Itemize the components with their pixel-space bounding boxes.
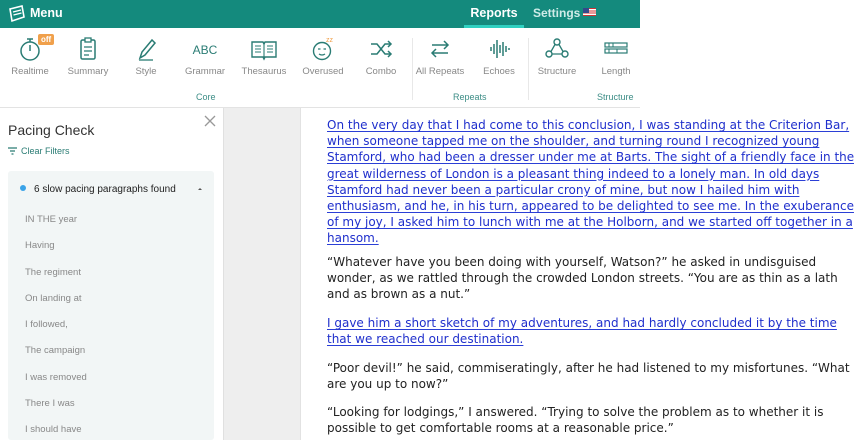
tab-settings[interactable] — [533, 6, 596, 20]
list-item[interactable]: I followed, — [25, 319, 68, 331]
pacing-paragraph-list — [25, 207, 87, 444]
text-line: that we reached our destination. — [327, 332, 524, 347]
repeat-arrows-icon — [425, 34, 455, 64]
top-bar — [0, 0, 640, 28]
document-page[interactable] — [300, 108, 854, 440]
pacing-sidebar — [0, 108, 224, 440]
combo-button[interactable] — [348, 34, 414, 77]
app-logo-icon[interactable] — [8, 5, 26, 23]
shuffle-icon — [366, 34, 396, 64]
text-line: Stamford had never been a particular crony of mine, but now I hailed him with — [327, 182, 800, 197]
text-line: “Looking for lodgings,” I answered. “Trying to solve the problem as to whether it is — [327, 405, 824, 419]
list-item[interactable]: I should have — [25, 424, 82, 436]
text-line: I gave him a short sketch of my adventures, and had hardly concluded it by the time — [327, 316, 837, 330]
tool-label: Realtime — [11, 66, 49, 77]
tool-label: Grammar — [184, 66, 226, 77]
tool-label: Thesaurus — [241, 66, 287, 77]
chevron-up-icon[interactable] — [196, 185, 204, 193]
tab-settings-label: Settings — [533, 6, 581, 20]
text-line: Stamford, who had been a dresser under me at Barts. The sight of a friendly face in the — [327, 150, 854, 165]
all-repeats-button[interactable] — [407, 34, 473, 77]
abc-check-icon — [190, 34, 220, 64]
paragraph[interactable] — [327, 254, 838, 303]
list-item[interactable]: The campaign — [25, 345, 86, 357]
style-button[interactable] — [113, 34, 179, 77]
overused-button[interactable] — [290, 34, 356, 77]
close-icon[interactable] — [203, 114, 217, 128]
text-line: great wilderness of London is a pleasant thing indeed to a lonely man. In old days — [327, 166, 820, 181]
text-line: “Poor devil!” he said, commiseratingly, after he had listened to my misfortunes. “What — [327, 361, 850, 375]
tool-label: All Repeats — [415, 66, 465, 77]
text-line: hansom. — [327, 231, 379, 246]
length-button[interactable] — [583, 34, 649, 77]
tab-reports[interactable]: Reports — [468, 0, 520, 28]
text-line: “Whatever have you been doing with yourself, Watson?” he asked in undisguised — [327, 255, 817, 269]
bar-lengths-icon — [601, 34, 631, 64]
sleepy-face-icon — [308, 34, 338, 64]
thesaurus-button[interactable] — [231, 34, 297, 77]
group-label-repeats: Repeats — [453, 92, 487, 102]
tool-label: Length — [601, 66, 631, 77]
list-item[interactable]: I was removed — [25, 371, 87, 383]
group-label-core: Core — [196, 92, 216, 102]
clipboard-icon — [73, 34, 103, 64]
menu-button[interactable]: Menu — [30, 6, 63, 20]
list-item[interactable]: Having — [25, 240, 55, 252]
tool-label: Combo — [365, 66, 397, 77]
text-line: and as brown as a nut.” — [327, 287, 471, 302]
filter-icon — [8, 147, 17, 155]
tool-label: Echoes — [483, 66, 515, 77]
text-line: when someone tapped me on the shoulder, and turning round I recognized young — [327, 134, 820, 149]
sound-wave-icon — [484, 34, 514, 64]
pacing-results-panel — [8, 171, 214, 440]
tool-label: Summary — [67, 66, 109, 77]
grammar-button[interactable] — [172, 34, 238, 77]
pen-icon — [131, 34, 161, 64]
tool-label: Overused — [302, 66, 344, 77]
list-item[interactable]: There I was — [25, 398, 75, 410]
list-item[interactable]: IN THE year — [25, 214, 78, 225]
pacing-group-label: 6 slow pacing paragraphs found — [34, 184, 176, 195]
structure-button[interactable] — [524, 34, 590, 77]
list-item[interactable]: The regiment — [25, 266, 81, 278]
pacing-group-header[interactable] — [20, 184, 176, 195]
report-toolbar — [0, 28, 640, 108]
node-graph-icon — [542, 34, 572, 64]
book-icon — [249, 34, 279, 64]
text-line: wonder, as we rattled through the crowded London streets. “You are as thin as a lath — [327, 271, 838, 286]
sleep-z-icon-text: zz — [326, 37, 333, 44]
text-line: are you up to now?” — [327, 377, 449, 392]
list-item[interactable]: On landing at — [25, 292, 82, 304]
abc-icon-text: ABC — [192, 43, 218, 57]
summary-button[interactable] — [55, 34, 121, 77]
text-line: On the very day that I had come to this conclusion, I was standing at the Criterion Bar, — [327, 118, 850, 132]
editor-margin — [224, 108, 300, 440]
text-line: possible to get comfortable rooms at a reasonable price.” — [327, 421, 674, 436]
echoes-button[interactable] — [466, 34, 532, 77]
sidebar-title: Pacing Check — [8, 122, 95, 138]
paragraph-slow-pacing[interactable] — [327, 315, 837, 347]
clear-filters-label: Clear Filters — [21, 146, 70, 156]
tool-label: Structure — [537, 66, 577, 77]
text-line: of my joy, I asked him to lunch with me at the Holborn, and we started off together in a — [327, 215, 853, 230]
paragraph[interactable] — [327, 404, 823, 436]
text-line: enthusiasm, and he, in his turn, appeared to be delighted to see me. In the exuberance — [327, 199, 854, 214]
status-dot-icon — [20, 185, 26, 191]
paragraph-slow-pacing[interactable] — [327, 117, 854, 247]
paragraph[interactable] — [327, 360, 850, 392]
realtime-off-badge: off — [38, 34, 54, 45]
group-label-structure: Structure — [597, 92, 634, 102]
realtime-button[interactable] — [0, 34, 63, 77]
clear-filters-link[interactable] — [8, 146, 70, 156]
tool-label: Style — [135, 66, 157, 77]
us-flag-icon — [583, 8, 596, 16]
